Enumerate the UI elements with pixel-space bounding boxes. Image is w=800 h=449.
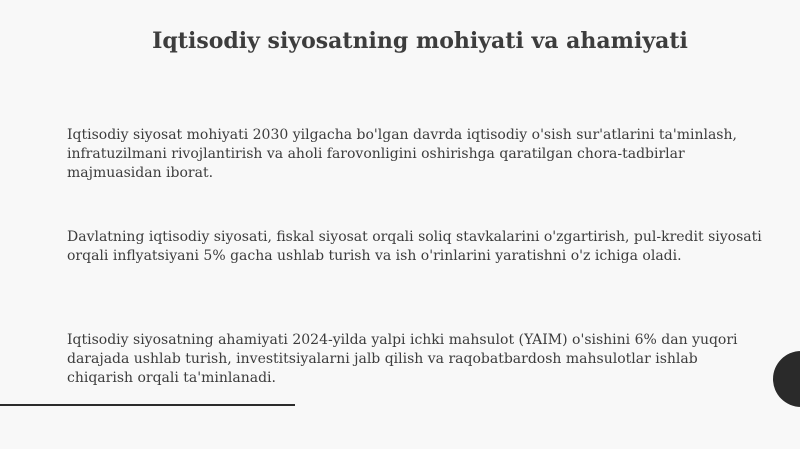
paragraph-state-economic-policy: Davlatning iqtisodiy siyosati, fiskal siyosat orqali soliq stavkalarini o'zgartirish, pul-kredit siyosati orqali inflyatsiyani 5% gacha ushlab turish va ish o'rinlarini yaratishni o'z ichiga oladi. — [67, 229, 762, 264]
paragraph-economic-policy-essence: Iqtisodiy siyosat mohiyati 2030 yilgacha bo'lgan davrda iqtisodiy o'sish sur'atlarini ta'minlash, infratuzilmani rivojlantirish va aholi farovonligini oshirishga qaratilgan chora-tadbirlar majmuasidan iborat. — [67, 127, 737, 181]
decorative-circle — [773, 351, 800, 407]
bottom-divider-line — [0, 404, 295, 406]
slide-title: Iqtisodiy siyosatning mohiyati va ahamiyati — [152, 28, 688, 54]
paragraph-economic-policy-importance: Iqtisodiy siyosatning ahamiyati 2024-yilda yalpi ichki mahsulot (YAIM) o'sishini 6% dan yuqori darajada ushlab turish, investitsiyalarni jalb qilish va raqobatbardosh mahsulotlar ishlab chiqarish orqali ta'minlanadi. — [67, 332, 738, 386]
